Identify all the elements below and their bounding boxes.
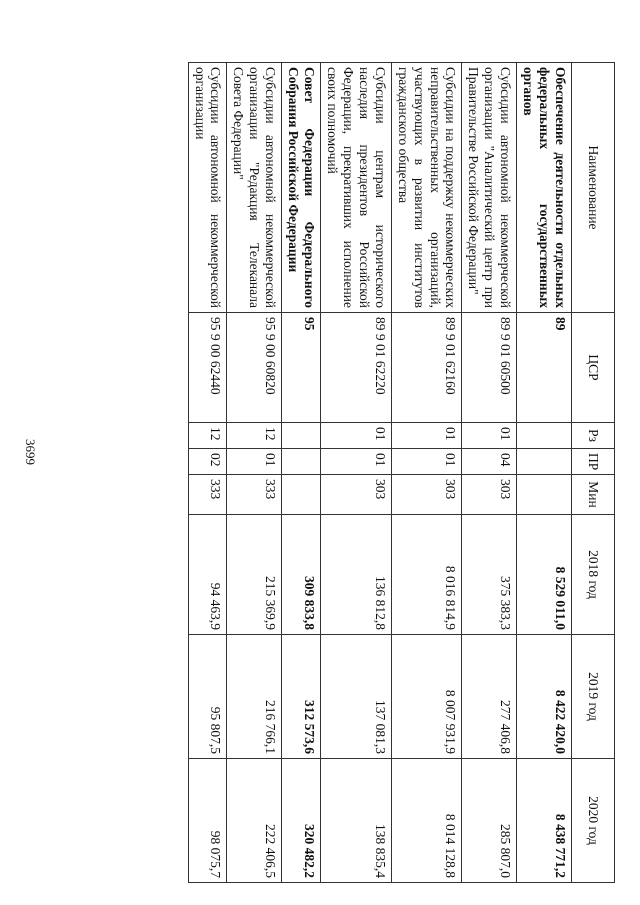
row-min: 303 <box>462 475 517 515</box>
row-rz <box>282 423 321 449</box>
row-2019: 137 081,3 <box>321 635 392 759</box>
table-row <box>391 63 462 883</box>
row-2018: 8 529 011,0 <box>517 515 572 635</box>
row-csr: 95 9 00 62440 <box>188 313 227 423</box>
row-2018: 94 463,9 <box>188 515 227 635</box>
row-pr: 02 <box>188 449 227 475</box>
row-name: Субсидии на поддержку некоммерческих неправительственных организаций, участвующих в развитии институтов гражданского общества <box>391 63 462 313</box>
row-min: 303 <box>391 475 462 515</box>
table-row <box>227 63 282 883</box>
row-2019: 216 766,1 <box>227 635 282 759</box>
table-row <box>321 63 392 883</box>
table-row <box>282 63 321 883</box>
row-csr: 95 9 00 60820 <box>227 313 282 423</box>
header-2020: 2020 год <box>572 759 615 883</box>
row-2020: 222 406,5 <box>227 759 282 883</box>
row-2019: 95 807,5 <box>188 635 227 759</box>
row-pr: 01 <box>227 449 282 475</box>
header-2018: 2018 год <box>572 515 615 635</box>
header-csr: ЦСР <box>572 313 615 423</box>
header-2019: 2019 год <box>572 635 615 759</box>
row-2018: 8 016 814,9 <box>391 515 462 635</box>
table-header-row <box>572 63 615 883</box>
budget-table <box>188 62 615 883</box>
rotated-table-container <box>60 62 615 882</box>
row-2020: 138 835,4 <box>321 759 392 883</box>
row-2020: 8 014 128,8 <box>391 759 462 883</box>
row-2019: 8 007 931,9 <box>391 635 462 759</box>
row-min <box>282 475 321 515</box>
row-pr: 01 <box>391 449 462 475</box>
row-2019: 8 422 420,0 <box>517 635 572 759</box>
row-2019: 312 573,6 <box>282 635 321 759</box>
row-csr: 89 9 01 62160 <box>391 313 462 423</box>
row-rz: 01 <box>391 423 462 449</box>
header-pr: ПР <box>572 449 615 475</box>
row-csr: 89 9 01 60500 <box>462 313 517 423</box>
row-rz: 12 <box>188 423 227 449</box>
row-csr: 95 <box>282 313 321 423</box>
table-row <box>517 63 572 883</box>
row-rz <box>517 423 572 449</box>
header-name: Наименование <box>572 63 615 313</box>
row-csr: 89 9 01 62220 <box>321 313 392 423</box>
row-2018: 136 812,8 <box>321 515 392 635</box>
row-2020: 8 438 771,2 <box>517 759 572 883</box>
row-name: Совет Федерации Федерального Собрания Российской Федерации <box>282 63 321 313</box>
row-name: Субсидии автономной некоммерческой организации "Аналитический центр при Правительстве Российской Федерации" <box>462 63 517 313</box>
row-rz: 01 <box>462 423 517 449</box>
row-pr <box>517 449 572 475</box>
table-row <box>188 63 227 883</box>
row-2018: 375 383,3 <box>462 515 517 635</box>
row-2020: 98 075,7 <box>188 759 227 883</box>
row-pr <box>282 449 321 475</box>
row-min: 333 <box>188 475 227 515</box>
table-row <box>462 63 517 883</box>
row-csr: 89 <box>517 313 572 423</box>
row-min: 333 <box>227 475 282 515</box>
row-min <box>517 475 572 515</box>
row-min: 303 <box>321 475 392 515</box>
row-2018: 215 369,9 <box>227 515 282 635</box>
page-number: 3699 <box>23 439 38 465</box>
row-2019: 277 406,8 <box>462 635 517 759</box>
row-pr: 01 <box>321 449 392 475</box>
row-rz: 12 <box>227 423 282 449</box>
row-2018: 309 833,8 <box>282 515 321 635</box>
row-name: Субсидии автономной некоммерческой организации <box>188 63 227 313</box>
row-pr: 04 <box>462 449 517 475</box>
row-name: Субсидии центрам исторического наследия президентов Российской Федерации, прекративших исполнение своих полномочий <box>321 63 392 313</box>
row-rz: 01 <box>321 423 392 449</box>
header-min: Мин <box>572 475 615 515</box>
header-rz: Рз <box>572 423 615 449</box>
row-2020: 320 482,2 <box>282 759 321 883</box>
row-name: Обеспечение деятельности отдельных федеральных государственных органов <box>517 63 572 313</box>
row-name: Субсидии автономной некоммерческой организации "Редакция Телеканала Совета Федерации" <box>227 63 282 313</box>
row-2020: 285 807,0 <box>462 759 517 883</box>
